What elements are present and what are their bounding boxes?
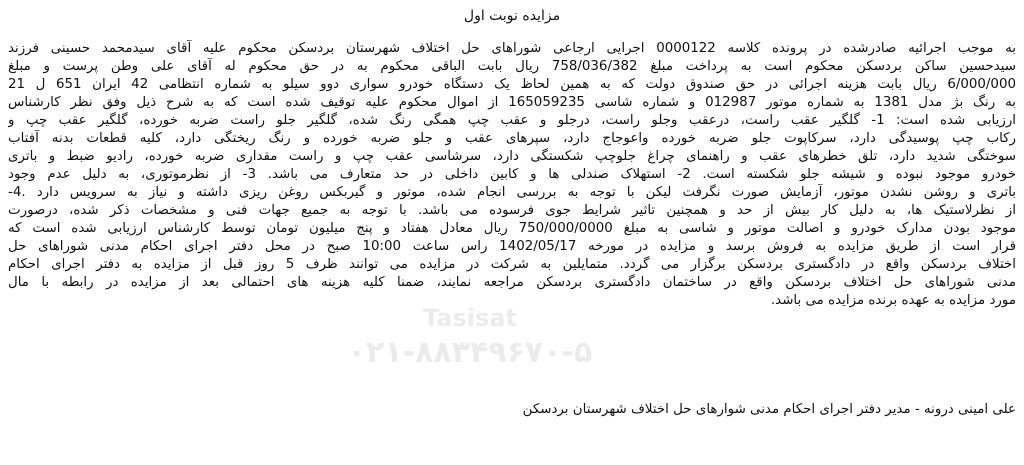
notice-line: ارزیابی شده است: 1- گلگیر عقب راست، درعقب وجلو راست، درجلو و عقب چپ همگی رنگ شده، گلگیر جلو راست ضربه خورده، گلگیر عقب چپ و	[8, 113, 1016, 128]
watermark-logo	[290, 300, 650, 370]
notice-line: موجود بودن مدارک خودرو و اصالت موتور و شاسی به مبلغ 750/000/0000 ریال معادل هفتاد و پنج میلیون تومان توسط کارشناس ارزیابی شده است که	[8, 221, 1016, 236]
notice-line: از نظرلاستیک ها، به دلیل کار بیش از حد و همچنین تاثیر شرایط جوی فرسوده می باشد. با توجه به جمیع جهات فنی و مشخصات ذکر شده، درصورت	[8, 203, 1016, 218]
notice-line: قرار است از طریق مزایده به فروش برسد و مزایده در مورخه 1402/05/17 راس ساعت 10:00 صبح در محل دفتر اجرای احکام مدنی شوراهای حل	[8, 239, 1016, 254]
notice-line: سیدحسین ساکن بردسکن محکوم است به پرداخت مبلغ 758/036/382 ریال بابت الباقی محکوم به در حق محکوم له آقای علی وطن پرست و مبلغ	[8, 59, 1016, 74]
notice-line: خودرو موجود نبوده و شیشه جلو شکسته است. 2- استهلاک صندلی ها و کابین داخلی در حد متعارف می باشد. 3- از نظرموتوری، به دلیل عدم وجود	[8, 167, 1016, 182]
notice-line: اختلاف بردسکن واقع در دادگستری بردسکن برگزار می گردد. متمایلین به شرکت در مزایده می توانند ظرف 5 روز قبل از مزایده به دفتر اجرای احکام	[8, 257, 1016, 272]
watermark-brand: Tasisat	[423, 304, 517, 332]
notice-line: به موجب اجرائیه صادرشده در پرونده کلاسه 0000122 اجرایی ارجاعی شوراهای حل اختلاف شهرستان بردسکن محکوم علیه آقای سیدمحمد حسینی فرزند	[8, 41, 1016, 56]
signature-line: علی امینی درونه - مدیر دفتر اجرای احکام مدنی شوارهای حل اختلاف شهرستان بردسکن	[522, 402, 1016, 417]
notice-line: رکاب چپ پوسیدگی دارد، سرکاپوت جلو ضربه خورده واعوجاج دارد، سپرهای عقب و جلو ضربه خورده و رنگ ریختگی دارد، کلیه قطعات بدنه آفتاب	[8, 131, 1016, 146]
notice-line: مورد مزایده به عهده برنده مزایده می باشد.	[770, 293, 1016, 308]
notice-line: باتری و روشن نشدن موتور، آزمایش صورت نگرفت لیکن با توجه به بررسی انجام شده، موتور و گیربکس روغن ریزی داشته و نیاز به سرویس دارد .4-	[8, 185, 1016, 200]
watermark-phone: ۰۲۱-۸۸۳۴۹۶۷۰-۵	[347, 335, 593, 370]
notice-title: مزایده نوبت اول	[463, 8, 561, 24]
notice-line: 6/000/000 ریال بابت هزینه اجرائی در حق صندوق دولت که به همین لحاظ یک دستگاه خودرو سواری دوو سیلو به شماره انتظامی 42 ایران 651 ل 21	[8, 77, 1016, 92]
notice-line: مدنی شوراهای حل اختلاف بردسکن واقع در ساختمان دادگستری بردسکن مراجعه نمایند، ضمنا کلیه هزینه های احتمالی بعد از مزایده در رابطه با مال	[8, 275, 1016, 290]
notice-line: به رنگ بژ مدل 1381 به شماره موتور 012987 و شماره شاسی 165059235 از اموال محکوم علیه توقیف شده است که به شرح ذیل وفق نظر کارشناس	[8, 95, 1016, 110]
notice-line: سوختگی شدید دارد، تلق خطرهای عقب و راهنمای چراغ جلوچپ شکستگی دارد، سرشاسی عقب چپ و راست مقداری ضربه خورده، رادیو ضبط و باتری	[8, 149, 1016, 164]
